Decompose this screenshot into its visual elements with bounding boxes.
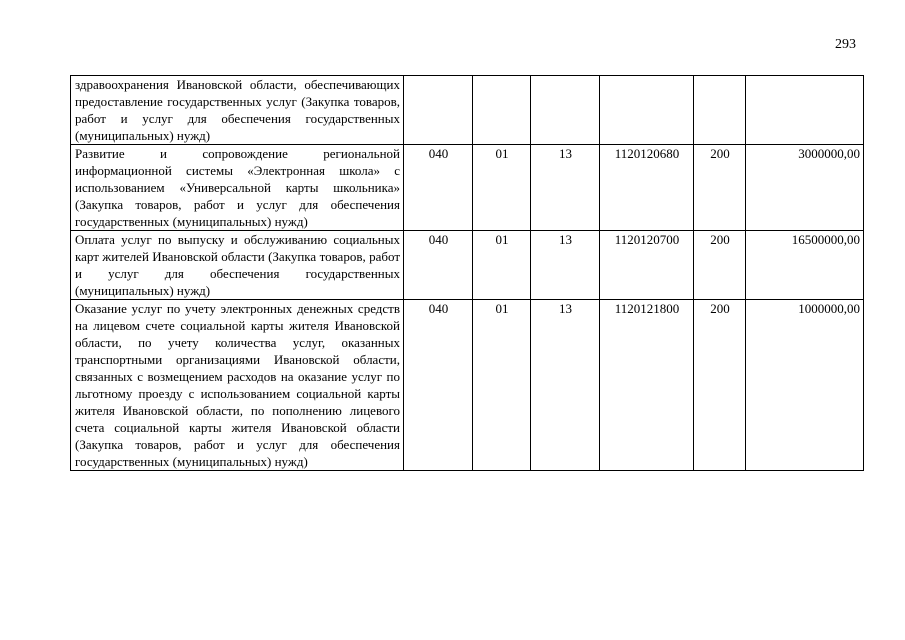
table-row xyxy=(71,231,864,300)
budget-table xyxy=(70,75,864,471)
target-article-code: 1120121800 xyxy=(600,300,694,471)
subsection-code: 13 xyxy=(531,231,600,300)
ministry-code: 040 xyxy=(404,231,473,300)
target-article-code xyxy=(600,76,694,145)
ministry-code xyxy=(404,76,473,145)
table-row xyxy=(71,300,864,471)
section-code: 01 xyxy=(473,231,531,300)
table-row xyxy=(71,145,864,231)
row-description: Оплата услуг по выпуску и обслуживанию социальных карт жителей Ивановской области (Закупка товаров, работ и услуг для обеспечения государственных (муниципальных) нужд) xyxy=(71,231,404,300)
table-row xyxy=(71,76,864,145)
ministry-code: 040 xyxy=(404,145,473,231)
row-description: Развитие и сопровождение региональной информационной системы «Электронная школа» с использованием «Универсальной карты школьника» (Закупка товаров, работ и услуг для обеспечения государственных (муниципальных) нужд) xyxy=(71,145,404,231)
amount xyxy=(746,76,864,145)
section-code: 01 xyxy=(473,145,531,231)
section-code xyxy=(473,76,531,145)
amount: 3000000,00 xyxy=(746,145,864,231)
expense-type-code: 200 xyxy=(694,231,746,300)
subsection-code: 13 xyxy=(531,300,600,471)
expense-type-code: 200 xyxy=(694,300,746,471)
expense-type-code xyxy=(694,76,746,145)
target-article-code: 1120120680 xyxy=(600,145,694,231)
amount: 1000000,00 xyxy=(746,300,864,471)
target-article-code: 1120120700 xyxy=(600,231,694,300)
subsection-code: 13 xyxy=(531,145,600,231)
ministry-code: 040 xyxy=(404,300,473,471)
section-code: 01 xyxy=(473,300,531,471)
row-description: здравоохранения Ивановской области, обеспечивающих предоставление государственных услуг (Закупка товаров, работ и услуг для обеспечения государственных (муниципальных) нужд) xyxy=(71,76,404,145)
page-number: 293 xyxy=(835,37,856,52)
expense-type-code: 200 xyxy=(694,145,746,231)
subsection-code xyxy=(531,76,600,145)
amount: 16500000,00 xyxy=(746,231,864,300)
row-description: Оказание услуг по учету электронных денежных средств на лицевом счете социальной карты жителя Ивановской области, по учету количества услуг, оказанных транспортными организациями Ивановской области, связанных с возмещением расходов на оказание услуг по льготному проезду с использованием социальной карты жителя Ивановской области, по пополнению лицевого счета социальной карты жителя Ивановской области (Закупка товаров, работ и услуг для обеспечения государственных (муниципальных) нужд) xyxy=(71,300,404,471)
